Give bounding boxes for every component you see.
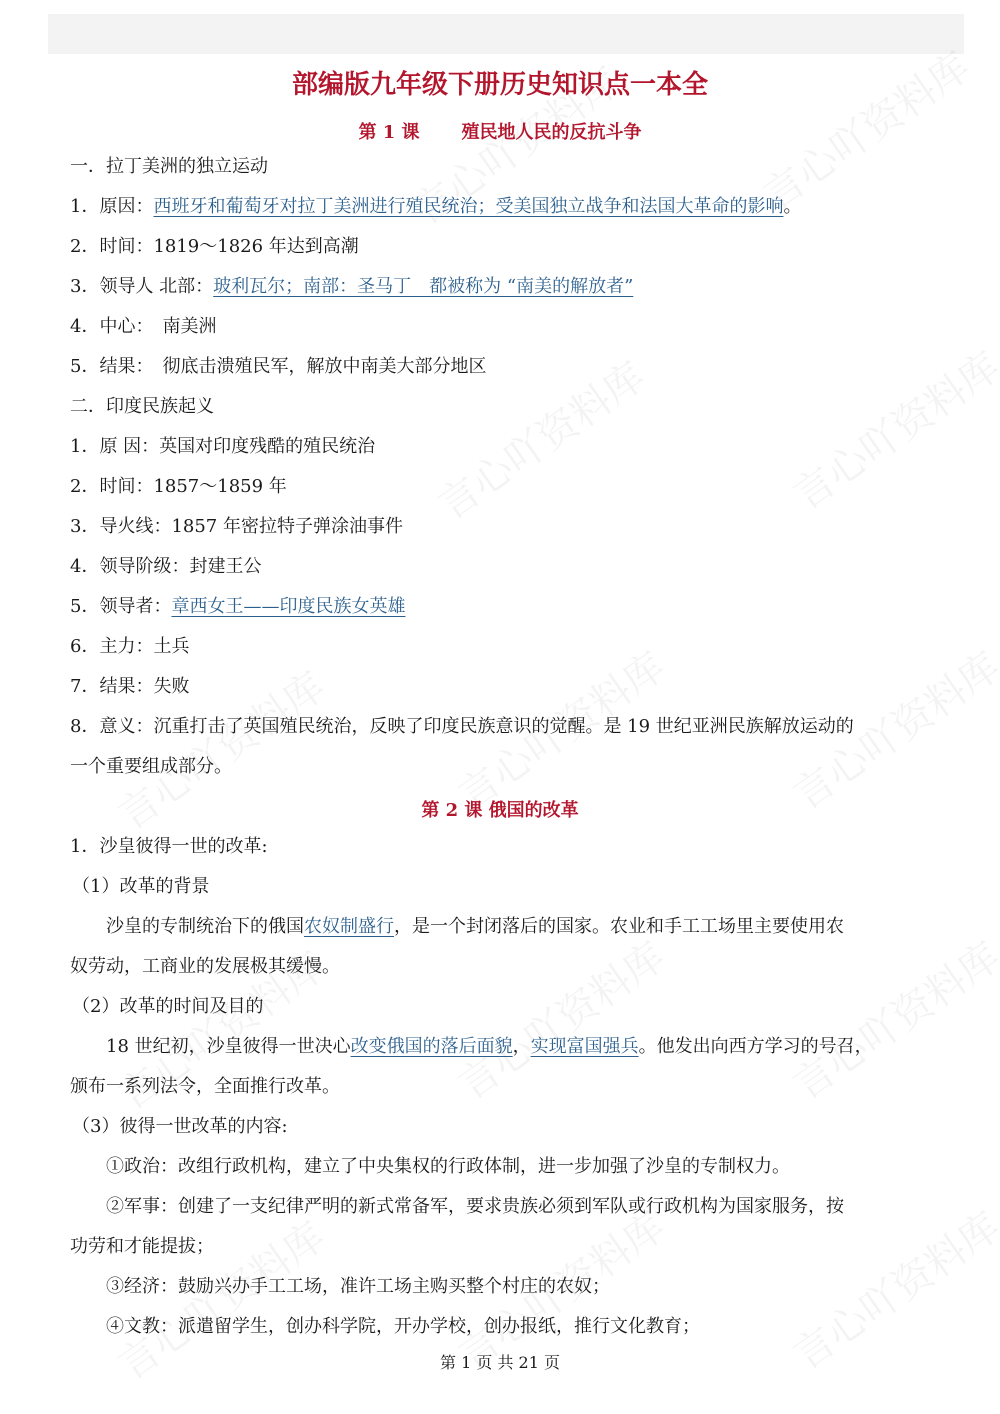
latin-america-leader-link[interactable]: 玻利瓦尔；南部：圣马丁 都被称为 “南美的解放者” xyxy=(213,276,634,297)
reform-background-line-1: 沙皇的专制统治下的俄国农奴制盛行，是一个封闭落后的国家。农业和手工工场里主要使用农 xyxy=(106,916,844,937)
reform-economy: ③经济：鼓励兴办手工工场，准许工场主购买整个村庄的农奴； xyxy=(106,1276,610,1297)
lesson-2-title: 第 2 课 俄国的改革 xyxy=(421,800,579,821)
latin-america-cause-link[interactable]: 西班牙和葡萄牙对拉丁美洲进行殖民统治；受美国独立战争和法国大革命的影响 xyxy=(153,196,784,217)
change-backwardness-link[interactable]: 改变俄国的落后面貌 xyxy=(350,1036,513,1057)
reform-time-line-1: 18 世纪初，沙皇彼得一世决心改变俄国的落后面貌，实现富国强兵。他发出向西方学习的号召， xyxy=(106,1036,873,1057)
india-main-force: 6．主力：土兵 xyxy=(70,636,190,657)
rich-strong-link[interactable]: 实现富国强兵 xyxy=(530,1036,639,1057)
reform-content-heading: （3）彼得一世改革的内容: xyxy=(72,1116,288,1137)
india-result: 7．结果：失败 xyxy=(70,676,190,697)
india-leading-class: 4．领导阶级：封建王公 xyxy=(70,556,262,577)
peter-reform-heading: 1．沙皇彼得一世的改革: xyxy=(70,836,268,857)
top-banner xyxy=(48,14,964,54)
india-leader: 5．领导者：章西女王——印度民族女英雄 xyxy=(70,596,406,617)
reform-time-heading: （2）改革的时间及目的 xyxy=(72,996,264,1017)
india-meaning-line-2: 一个重要组成部分。 xyxy=(70,756,232,777)
lesson-1-name: 殖民地人民的反抗斗争 xyxy=(461,122,642,143)
latin-america-result: 5．结果： 彻底击溃殖民军，解放中南美大部分地区 xyxy=(70,356,487,377)
india-leader-link[interactable]: 章西女王——印度民族女英雄 xyxy=(171,596,406,617)
india-cause: 1．原 因：英国对印度残酷的殖民统治 xyxy=(70,436,376,457)
latin-america-leader: 3．领导人 北部：玻利瓦尔；南部：圣马丁 都被称为 “南美的解放者” xyxy=(70,276,634,297)
reform-military-line-2: 功劳和才能提拔； xyxy=(70,1236,214,1257)
reform-background-line-2: 奴劳动，工商业的发展极其缓慢。 xyxy=(70,956,340,977)
reform-background-heading: （1）改革的背景 xyxy=(72,876,210,897)
lesson-1-title xyxy=(0,118,1000,144)
latin-america-time: 2．时间：1819～1826 年达到高潮 xyxy=(70,236,359,257)
india-time: 2．时间：1857～1859 年 xyxy=(70,476,287,497)
reform-time-line-2: 颁布一系列法令，全面推行改革。 xyxy=(70,1076,340,1097)
page-number-footer: 第 1 页 共 21 页 xyxy=(440,1353,560,1372)
section-heading-latin-america: 一．拉丁美洲的独立运动 xyxy=(70,156,268,177)
serfdom-link[interactable]: 农奴制盛行 xyxy=(304,916,394,937)
section-heading-india: 二．印度民族起义 xyxy=(70,396,214,417)
india-fuse: 3．导火线：1857 年密拉特子弹涂油事件 xyxy=(70,516,403,537)
page-title: 部编版九年级下册历史知识点一本全 xyxy=(291,70,708,100)
lesson-1-label: 第 1 课 xyxy=(358,122,420,143)
reform-culture: ④文教：派遣留学生，创办科学院，开办学校，创办报纸，推行文化教育； xyxy=(106,1316,700,1337)
india-meaning-line-1: 8．意义：沉重打击了英国殖民统治，反映了印度民族意识的觉醒。是 19 世纪亚洲民族解放运动的 xyxy=(70,716,854,737)
latin-america-center: 4．中心： 南美洲 xyxy=(70,316,217,337)
reform-politics: ①政治：改组行政机构，建立了中央集权的行政体制，进一步加强了沙皇的专制权力。 xyxy=(106,1156,790,1177)
reform-military-line-1: ②军事：创建了一支纪律严明的新式常备军，要求贵族必须到军队或行政机构为国家服务，按 xyxy=(106,1196,844,1217)
latin-america-cause: 1．原因：西班牙和葡萄牙对拉丁美洲进行殖民统治；受美国独立战争和法国大革命的影响。 xyxy=(70,196,802,217)
